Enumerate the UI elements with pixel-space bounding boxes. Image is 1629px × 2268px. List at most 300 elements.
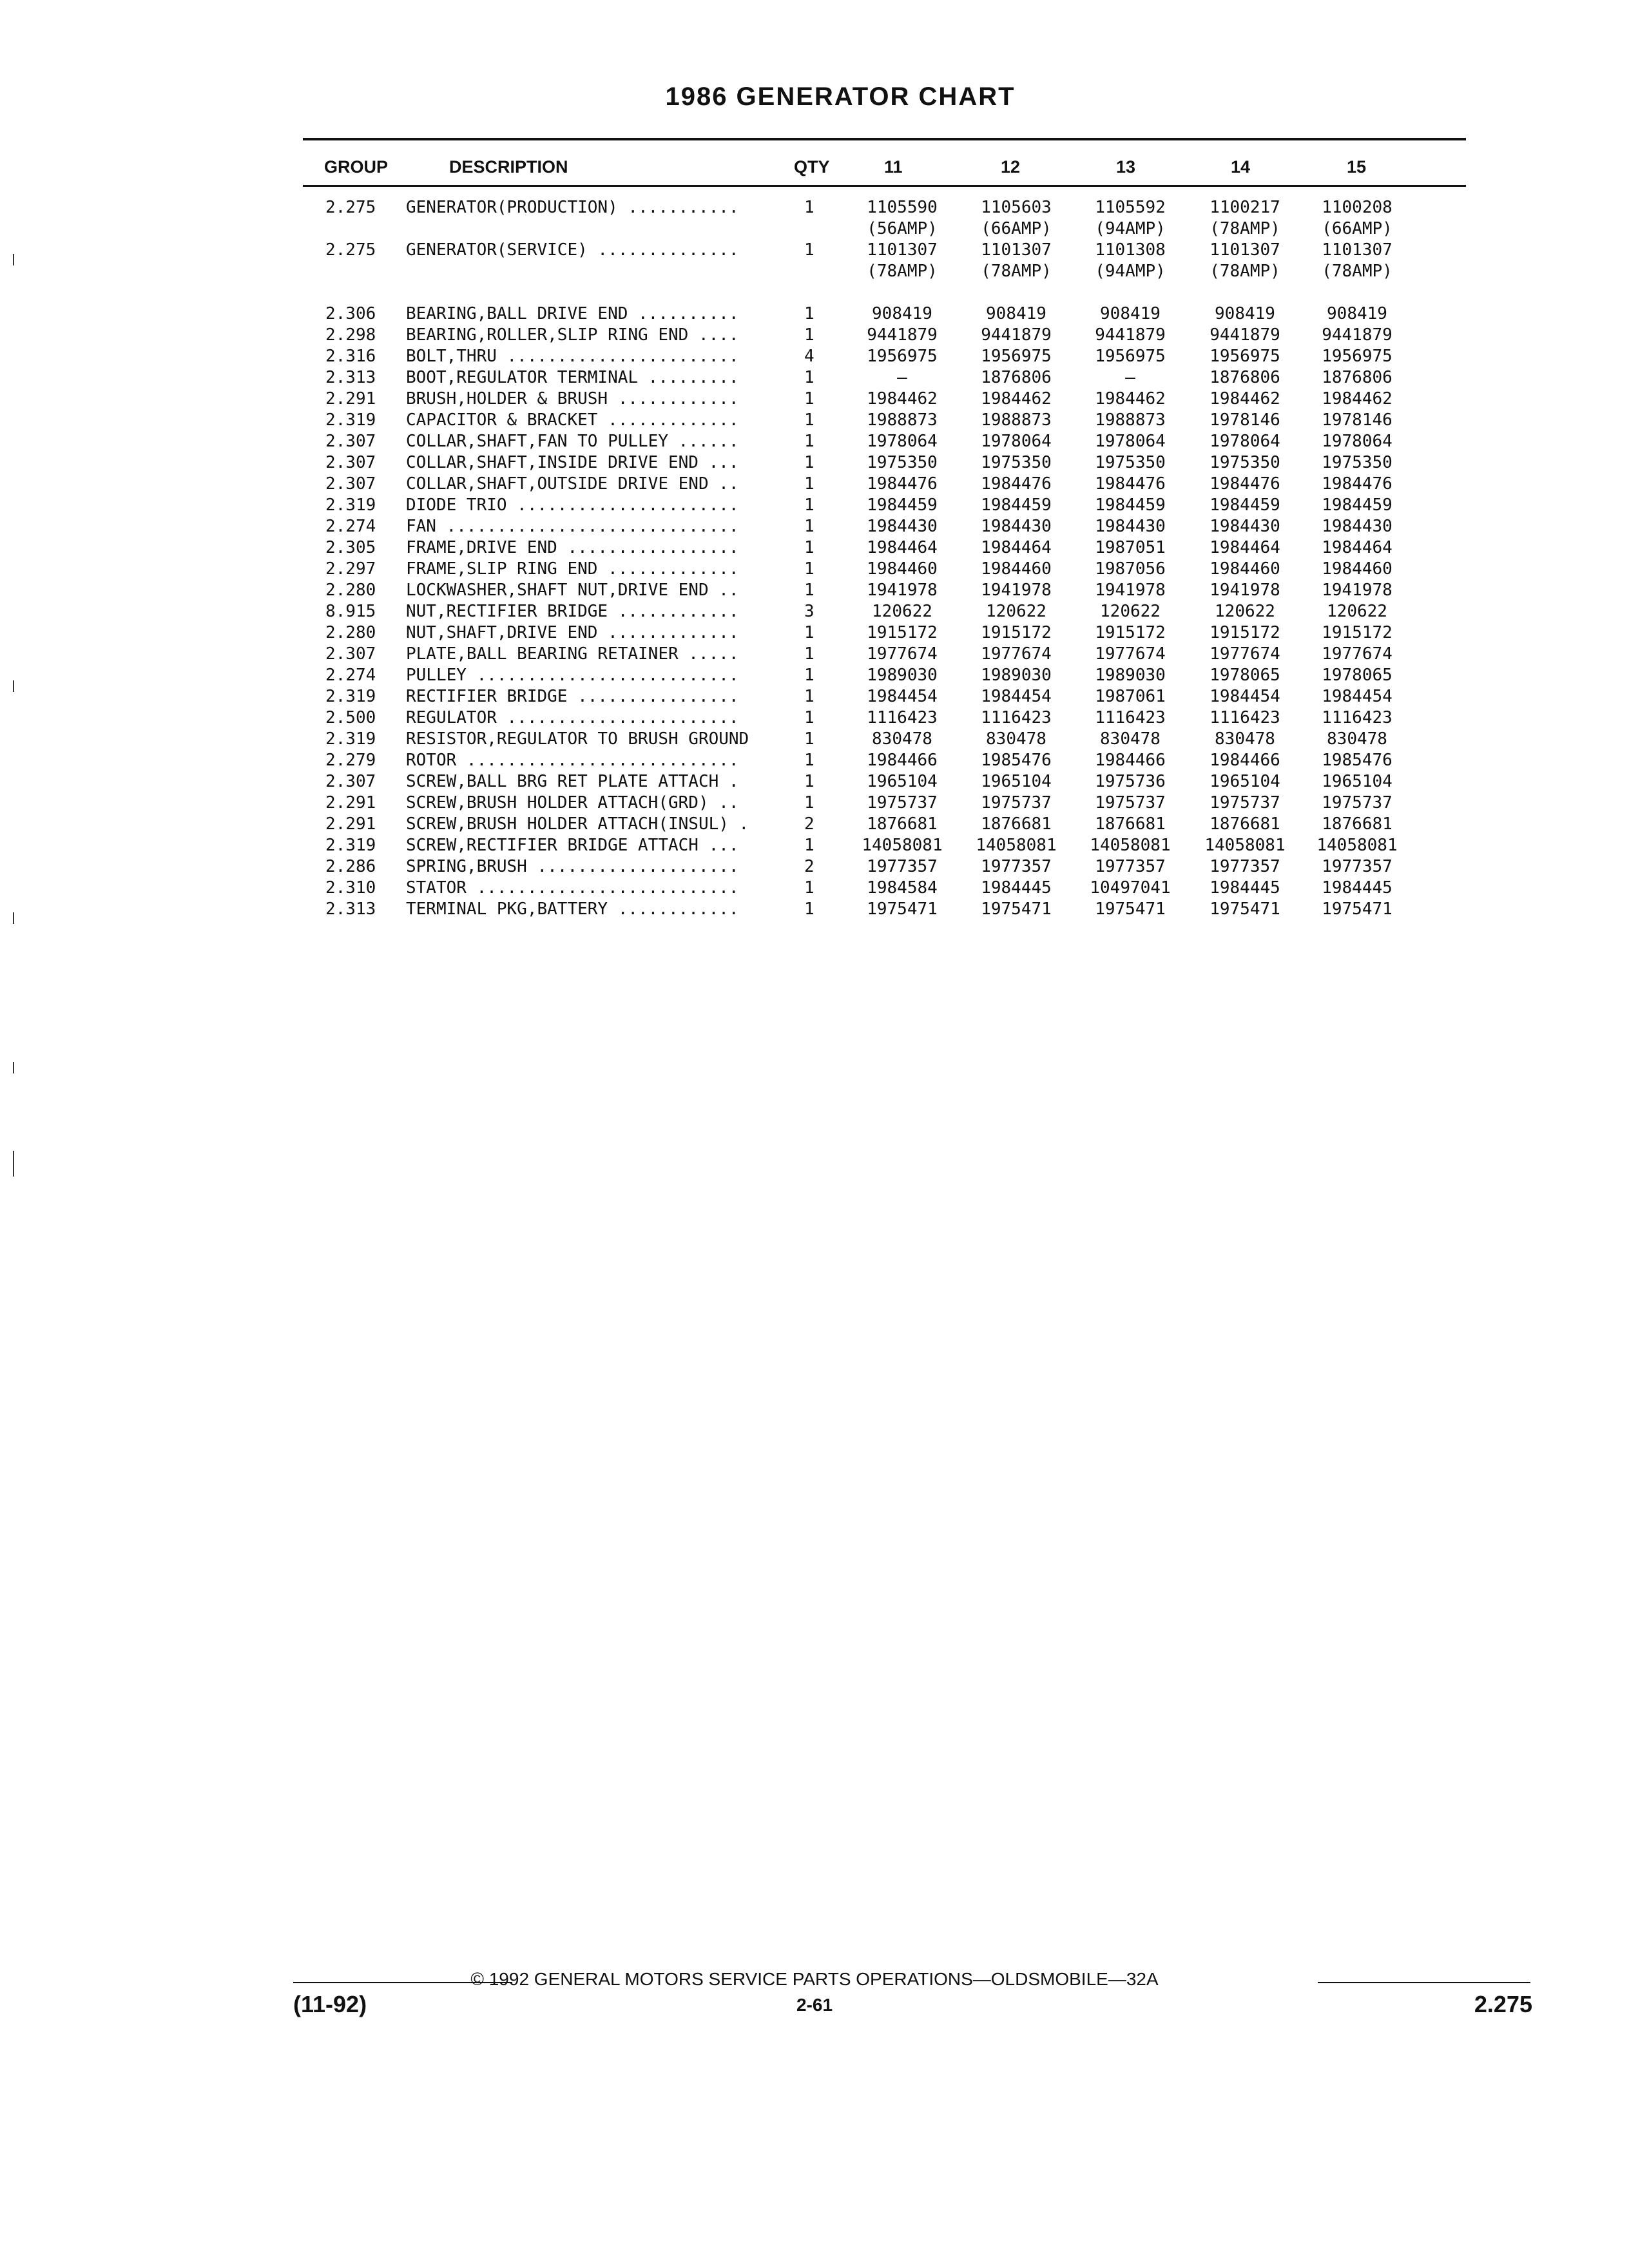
- part-number-12: 120622: [986, 602, 1046, 621]
- part-number-12: 1101307: [981, 240, 1052, 260]
- table-row: [0, 601, 1629, 622]
- quantity: 1: [804, 517, 815, 536]
- part-number-11: 1956975: [867, 347, 938, 366]
- part-number-11: 1984464: [867, 538, 938, 557]
- part-number-13: 14058081: [1090, 836, 1171, 855]
- quantity: 1: [804, 623, 815, 642]
- part-description: SPRING,BRUSH ....................: [406, 857, 739, 876]
- parts-table: [0, 197, 1629, 920]
- group-code: 2.310: [325, 878, 376, 898]
- part-number-11: 830478: [872, 729, 932, 749]
- part-number-15: 1876681: [1322, 814, 1393, 834]
- part-number-11: 1876681: [867, 814, 938, 834]
- part-number-13: 1984466: [1095, 751, 1166, 770]
- part-number-13: 1876681: [1095, 814, 1166, 834]
- part-description: RESISTOR,REGULATOR TO BRUSH GROUND: [406, 729, 749, 749]
- part-number-15: 14058081: [1316, 836, 1398, 855]
- quantity: 1: [804, 581, 815, 600]
- group-code: 2.319: [325, 410, 376, 430]
- header-qty: QTY: [794, 157, 830, 177]
- part-description: BOLT,THRU .......................: [406, 347, 739, 366]
- part-description: BEARING,BALL DRIVE END ..........: [406, 304, 739, 323]
- part-number-11: 1984462: [867, 389, 938, 408]
- group-code: 2.306: [325, 304, 376, 323]
- part-number-11: 1965104: [867, 772, 938, 791]
- part-number-14: 14058081: [1204, 836, 1286, 855]
- group-code: 2.307: [325, 453, 376, 472]
- header-col-14: 14: [1231, 157, 1251, 177]
- part-number-14: 1978065: [1210, 666, 1280, 685]
- quantity: 1: [804, 899, 815, 919]
- part-number-13: 1975736: [1095, 772, 1166, 791]
- part-number-15: 1985476: [1322, 751, 1393, 770]
- part-number-14: 1116423: [1210, 708, 1280, 727]
- table-row: [0, 580, 1629, 601]
- part-number-15: 1984462: [1322, 389, 1393, 408]
- table-row: [0, 261, 1629, 282]
- quantity: 1: [804, 495, 815, 515]
- part-number-13: 1977674: [1095, 644, 1166, 664]
- part-number-13: 1975471: [1095, 899, 1166, 919]
- table-row: [0, 793, 1629, 814]
- table-row: [0, 771, 1629, 793]
- part-number-12: 1984459: [981, 495, 1052, 515]
- group-code: 2.316: [325, 347, 376, 366]
- part-number-13: 1116423: [1095, 708, 1166, 727]
- part-number-14: 1977357: [1210, 857, 1280, 876]
- header-top-rule: [303, 138, 1466, 140]
- part-number-11: 1984454: [867, 687, 938, 706]
- part-number-12: 1965104: [981, 772, 1052, 791]
- quantity: 1: [804, 389, 815, 408]
- part-description: COLLAR,SHAFT,OUTSIDE DRIVE END ..: [406, 474, 739, 494]
- part-description: NUT,SHAFT,DRIVE END .............: [406, 623, 739, 642]
- group-code: 2.313: [325, 899, 376, 919]
- table-row: [0, 431, 1629, 452]
- amp-rating-15: (78AMP): [1322, 262, 1393, 281]
- part-number-15: 1984459: [1322, 495, 1393, 515]
- table-row: [0, 325, 1629, 346]
- part-number-15: 1984430: [1322, 517, 1393, 536]
- part-number-14: 9441879: [1210, 325, 1280, 345]
- quantity: 1: [804, 559, 815, 579]
- table-row: [0, 303, 1629, 325]
- part-number-15: 1101307: [1322, 240, 1393, 260]
- part-number-12: 1956975: [981, 347, 1052, 366]
- part-description: DIODE TRIO ......................: [406, 495, 739, 515]
- part-number-15: 1965104: [1322, 772, 1393, 791]
- part-description: STATOR ..........................: [406, 878, 739, 898]
- header-col-15: 15: [1347, 157, 1367, 177]
- group-code: 2.319: [325, 836, 376, 855]
- part-number-12: 1984460: [981, 559, 1052, 579]
- table-row: [0, 474, 1629, 495]
- group-code: 2.291: [325, 389, 376, 408]
- part-number-13: 830478: [1100, 729, 1161, 749]
- quantity: 1: [804, 410, 815, 430]
- part-number-13: 1987051: [1095, 538, 1166, 557]
- part-number-12: 908419: [986, 304, 1046, 323]
- table-row: [0, 750, 1629, 771]
- amp-rating-13: (94AMP): [1095, 262, 1166, 281]
- quantity: 1: [804, 474, 815, 494]
- table-row: [0, 452, 1629, 474]
- part-number-14: 1984464: [1210, 538, 1280, 557]
- table-row: [0, 218, 1629, 240]
- group-code: 2.319: [325, 687, 376, 706]
- revision-date: (11-92): [293, 1991, 367, 2017]
- part-description: RECTIFIER BRIDGE ................: [406, 687, 739, 706]
- page-number: 2-61: [796, 1995, 833, 2015]
- table-row: [0, 495, 1629, 516]
- part-number-11: 1975350: [867, 453, 938, 472]
- part-number-13: 1987056: [1095, 559, 1166, 579]
- group-code: 2.279: [325, 751, 376, 770]
- table-row: [0, 729, 1629, 750]
- part-number-14: 1984462: [1210, 389, 1280, 408]
- part-number-15: 1984445: [1322, 878, 1393, 898]
- group-code: 2.500: [325, 708, 376, 727]
- part-number-15: 1941978: [1322, 581, 1393, 600]
- part-number-15: 1978146: [1322, 410, 1393, 430]
- group-code: 2.307: [325, 772, 376, 791]
- quantity: 1: [804, 751, 815, 770]
- part-number-15: 1984464: [1322, 538, 1393, 557]
- part-description: BEARING,ROLLER,SLIP RING END ....: [406, 325, 739, 345]
- part-number-13: —: [1125, 368, 1135, 387]
- part-number-13: 1984462: [1095, 389, 1166, 408]
- table-header: [0, 157, 1629, 180]
- part-number-12: 1988873: [981, 410, 1052, 430]
- part-number-12: 1984464: [981, 538, 1052, 557]
- part-number-15: 1876806: [1322, 368, 1393, 387]
- amp-rating-13: (94AMP): [1095, 219, 1166, 238]
- part-number-11: 1984466: [867, 751, 938, 770]
- part-number-13: 908419: [1100, 304, 1161, 323]
- part-number-15: 1984476: [1322, 474, 1393, 494]
- part-number-11: 908419: [872, 304, 932, 323]
- quantity: 1: [804, 240, 815, 260]
- table-row: [0, 559, 1629, 580]
- part-number-11: —: [897, 368, 907, 387]
- part-number-11: 1984460: [867, 559, 938, 579]
- part-number-12: 1105603: [981, 198, 1052, 217]
- header-col-12: 12: [1001, 157, 1021, 177]
- table-row: [0, 346, 1629, 367]
- amp-rating-12: (78AMP): [981, 262, 1052, 281]
- part-number-11: 1977357: [867, 857, 938, 876]
- part-description: NUT,RECTIFIER BRIDGE ............: [406, 602, 739, 621]
- part-number-14: 1984476: [1210, 474, 1280, 494]
- part-number-12: 830478: [986, 729, 1046, 749]
- part-number-14: 1956975: [1210, 347, 1280, 366]
- table-row: [0, 814, 1629, 835]
- table-row: [0, 878, 1629, 899]
- part-number-15: 1956975: [1322, 347, 1393, 366]
- group-code: 2.274: [325, 517, 376, 536]
- part-number-11: 1915172: [867, 623, 938, 642]
- part-description: COLLAR,SHAFT,INSIDE DRIVE END ...: [406, 453, 739, 472]
- quantity: 1: [804, 432, 815, 451]
- scan-mark: [13, 254, 14, 265]
- group-code: 8.915: [325, 602, 376, 621]
- part-number-12: 1977357: [981, 857, 1052, 876]
- group-code: 2.298: [325, 325, 376, 345]
- part-number-13: 1987061: [1095, 687, 1166, 706]
- part-number-11: 1975471: [867, 899, 938, 919]
- group-code: 2.313: [325, 368, 376, 387]
- part-description: ROTOR ...........................: [406, 751, 739, 770]
- quantity: 1: [804, 772, 815, 791]
- part-number-13: 1941978: [1095, 581, 1166, 600]
- part-number-13: 120622: [1100, 602, 1161, 621]
- part-number-13: 1984430: [1095, 517, 1166, 536]
- group-code: 2.291: [325, 793, 376, 812]
- part-number-13: 1975350: [1095, 453, 1166, 472]
- part-description: FAN .............................: [406, 517, 739, 536]
- part-description: PULLEY ..........................: [406, 666, 739, 685]
- part-number-12: 1975350: [981, 453, 1052, 472]
- part-number-15: 830478: [1327, 729, 1387, 749]
- group-code: 2.291: [325, 814, 376, 834]
- part-number-11: 1989030: [867, 666, 938, 685]
- table-row: [0, 367, 1629, 389]
- part-description: GENERATOR(SERVICE) ..............: [406, 240, 739, 260]
- quantity: 3: [804, 602, 815, 621]
- part-number-12: 14058081: [976, 836, 1057, 855]
- quantity: 1: [804, 304, 815, 323]
- part-number-12: 1984430: [981, 517, 1052, 536]
- table-row: [0, 707, 1629, 729]
- group-code: 2.280: [325, 623, 376, 642]
- part-number-14: 1975737: [1210, 793, 1280, 812]
- quantity: 1: [804, 793, 815, 812]
- part-number-13: 10497041: [1090, 878, 1171, 898]
- part-number-14: 1100217: [1210, 198, 1280, 217]
- part-description: FRAME,SLIP RING END .............: [406, 559, 739, 579]
- quantity: 1: [804, 198, 815, 217]
- part-number-15: 1975471: [1322, 899, 1393, 919]
- table-row: [0, 835, 1629, 856]
- part-number-11: 1984584: [867, 878, 938, 898]
- table-row: [0, 389, 1629, 410]
- part-number-11: 120622: [872, 602, 932, 621]
- table-row: [0, 899, 1629, 920]
- part-number-14: 1978146: [1210, 410, 1280, 430]
- table-row: [0, 622, 1629, 644]
- part-description: REGULATOR .......................: [406, 708, 739, 727]
- part-number-15: 1100208: [1322, 198, 1393, 217]
- part-number-11: 14058081: [862, 836, 943, 855]
- group-code: 2.319: [325, 495, 376, 515]
- part-number-14: 908419: [1215, 304, 1275, 323]
- header-col-13: 13: [1116, 157, 1136, 177]
- part-description: FRAME,DRIVE END .................: [406, 538, 739, 557]
- part-number-14: 1977674: [1210, 644, 1280, 664]
- part-number-13: 1977357: [1095, 857, 1166, 876]
- part-number-14: 1978064: [1210, 432, 1280, 451]
- part-number-14: 1984460: [1210, 559, 1280, 579]
- group-code: 2.274: [325, 666, 376, 685]
- part-description: GENERATOR(PRODUCTION) ...........: [406, 198, 739, 217]
- part-number-14: 1975350: [1210, 453, 1280, 472]
- part-number-11: 1105590: [867, 198, 938, 217]
- quantity: 2: [804, 814, 815, 834]
- part-number-14: 1984445: [1210, 878, 1280, 898]
- part-number-15: 1978065: [1322, 666, 1393, 685]
- quantity: 1: [804, 644, 815, 664]
- part-number-12: 1876681: [981, 814, 1052, 834]
- part-number-11: 1984459: [867, 495, 938, 515]
- quantity: 1: [804, 453, 815, 472]
- scan-mark: [13, 680, 14, 692]
- part-number-12: 9441879: [981, 325, 1052, 345]
- amp-rating-14: (78AMP): [1210, 262, 1280, 281]
- part-number-14: 1965104: [1210, 772, 1280, 791]
- part-number-11: 1975737: [867, 793, 938, 812]
- part-description: SCREW,BALL BRG RET PLATE ATTACH .: [406, 772, 739, 791]
- group-code: 2.307: [325, 644, 376, 664]
- quantity: 1: [804, 708, 815, 727]
- header-bottom-rule: [303, 185, 1466, 187]
- part-number-14: 1941978: [1210, 581, 1280, 600]
- group-code: 2.275: [325, 198, 376, 217]
- part-description: CAPACITOR & BRACKET .............: [406, 410, 739, 430]
- part-number-13: 9441879: [1095, 325, 1166, 345]
- group-code: 2.286: [325, 857, 376, 876]
- part-description: SCREW,BRUSH HOLDER ATTACH(GRD) ..: [406, 793, 739, 812]
- amp-rating-12: (66AMP): [981, 219, 1052, 238]
- quantity: 1: [804, 836, 815, 855]
- part-number-15: 1975737: [1322, 793, 1393, 812]
- header-description: DESCRIPTION: [449, 157, 568, 177]
- table-row: [0, 644, 1629, 665]
- quantity: 2: [804, 857, 815, 876]
- amp-rating-14: (78AMP): [1210, 219, 1280, 238]
- part-number-13: 1988873: [1095, 410, 1166, 430]
- table-row: [0, 197, 1629, 218]
- part-description: PLATE,BALL BEARING RETAINER .....: [406, 644, 739, 664]
- part-number-12: 1978064: [981, 432, 1052, 451]
- part-number-13: 1105592: [1095, 198, 1166, 217]
- part-number-14: 1984430: [1210, 517, 1280, 536]
- amp-rating-11: (78AMP): [867, 262, 938, 281]
- part-number-14: 1984466: [1210, 751, 1280, 770]
- quantity: 1: [804, 687, 815, 706]
- part-number-13: 1984476: [1095, 474, 1166, 494]
- page-title: 1986 GENERATOR CHART: [665, 82, 1016, 111]
- part-number-11: 1116423: [867, 708, 938, 727]
- part-number-14: 1984454: [1210, 687, 1280, 706]
- part-number-15: 9441879: [1322, 325, 1393, 345]
- quantity: 1: [804, 368, 815, 387]
- header-group: GROUP: [324, 157, 389, 177]
- part-number-11: 1988873: [867, 410, 938, 430]
- part-number-13: 1101308: [1095, 240, 1166, 260]
- group-code: 2.307: [325, 474, 376, 494]
- part-description: TERMINAL PKG,BATTERY ............: [406, 899, 739, 919]
- part-number-14: 1876806: [1210, 368, 1280, 387]
- part-number-14: 830478: [1215, 729, 1275, 749]
- part-number-12: 1977674: [981, 644, 1052, 664]
- quantity: 1: [804, 538, 815, 557]
- quantity: 1: [804, 325, 815, 345]
- part-number-11: 1941978: [867, 581, 938, 600]
- part-number-11: 1984430: [867, 517, 938, 536]
- part-description: COLLAR,SHAFT,FAN TO PULLEY ......: [406, 432, 739, 451]
- part-number-15: 1984454: [1322, 687, 1393, 706]
- group-code: 2.297: [325, 559, 376, 579]
- scan-mark: [13, 1062, 14, 1073]
- part-number-11: 1977674: [867, 644, 938, 664]
- part-number-15: 1978064: [1322, 432, 1393, 451]
- part-description: SCREW,RECTIFIER BRIDGE ATTACH ...: [406, 836, 739, 855]
- group-code: 2.319: [325, 729, 376, 749]
- part-number-12: 1984462: [981, 389, 1052, 408]
- part-number-15: 1977357: [1322, 857, 1393, 876]
- part-number-14: 1876681: [1210, 814, 1280, 834]
- table-row: [0, 410, 1629, 431]
- part-number-11: 1978064: [867, 432, 938, 451]
- scan-mark: [13, 912, 14, 924]
- part-number-13: 1975737: [1095, 793, 1166, 812]
- group-code: 2.307: [325, 432, 376, 451]
- part-number-13: 1989030: [1095, 666, 1166, 685]
- part-number-12: 1984476: [981, 474, 1052, 494]
- part-description: BRUSH,HOLDER & BRUSH ............: [406, 389, 739, 408]
- quantity: 1: [804, 729, 815, 749]
- part-description: SCREW,BRUSH HOLDER ATTACH(INSUL) .: [406, 814, 749, 834]
- part-number-14: 1101307: [1210, 240, 1280, 260]
- quantity: 1: [804, 878, 815, 898]
- group-code: 2.275: [325, 240, 376, 260]
- table-row: [0, 686, 1629, 707]
- part-number-12: 1876806: [981, 368, 1052, 387]
- part-number-15: 120622: [1327, 602, 1387, 621]
- part-number-11: 1984476: [867, 474, 938, 494]
- part-number-12: 1975471: [981, 899, 1052, 919]
- part-number-13: 1978064: [1095, 432, 1166, 451]
- copyright-line: © 1992 GENERAL MOTORS SERVICE PARTS OPERATIONS—OLDSMOBILE—32A: [470, 1969, 1159, 1989]
- part-description: LOCKWASHER,SHAFT NUT,DRIVE END ..: [406, 581, 739, 600]
- part-number-15: 908419: [1327, 304, 1387, 323]
- table-row: [0, 240, 1629, 261]
- part-number-15: 1116423: [1322, 708, 1393, 727]
- group-code: 2.280: [325, 581, 376, 600]
- part-number-15: 1977674: [1322, 644, 1393, 664]
- amp-rating-11: (56AMP): [867, 219, 938, 238]
- part-number-12: 1975737: [981, 793, 1052, 812]
- part-number-15: 1984460: [1322, 559, 1393, 579]
- part-number-13: 1984459: [1095, 495, 1166, 515]
- part-number-14: 1984459: [1210, 495, 1280, 515]
- part-number-15: 1915172: [1322, 623, 1393, 642]
- part-number-13: 1915172: [1095, 623, 1166, 642]
- part-number-14: 1915172: [1210, 623, 1280, 642]
- part-number-14: 120622: [1215, 602, 1275, 621]
- table-row: [0, 856, 1629, 878]
- part-number-12: 1984445: [981, 878, 1052, 898]
- table-row: [0, 665, 1629, 686]
- part-description: BOOT,REGULATOR TERMINAL .........: [406, 368, 739, 387]
- scan-mark: [13, 1151, 14, 1177]
- header-col-11: 11: [884, 157, 903, 177]
- part-number-12: 1116423: [981, 708, 1052, 727]
- table-row: [0, 516, 1629, 537]
- part-number-12: 1989030: [981, 666, 1052, 685]
- part-number-12: 1984454: [981, 687, 1052, 706]
- part-number-15: 1975350: [1322, 453, 1393, 472]
